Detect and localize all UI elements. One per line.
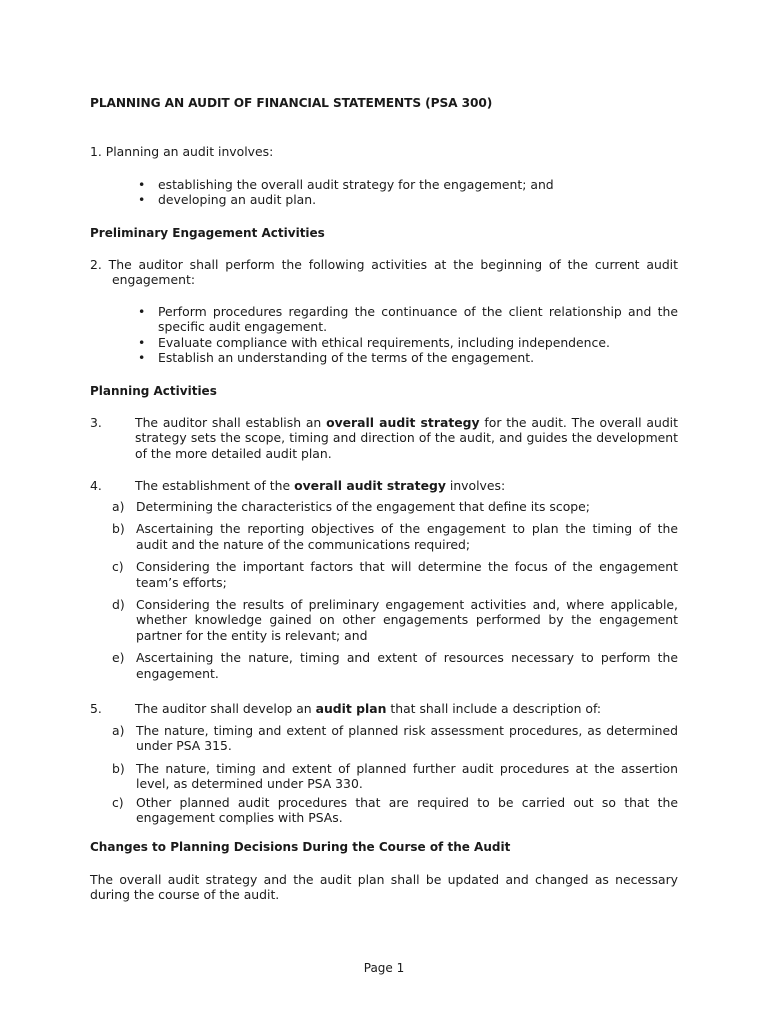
list-item: a) The nature, timing and extent of planned risk assessment procedures, as determined under PSA 315. xyxy=(112,723,678,754)
list-item: a) Determining the characteristics of the engagement that define its scope; xyxy=(112,499,590,514)
page-number: Page 1 xyxy=(363,961,405,975)
heading-preliminary: Preliminary Engagement Activities xyxy=(90,226,325,240)
list-item: • developing an audit plan. xyxy=(138,192,317,208)
paragraph-5: 5. The auditor shall develop an audit plan that shall include a description of: xyxy=(90,701,602,716)
list-item: • Evaluate compliance with ethical requirements, including independence. xyxy=(138,334,610,350)
bullet-icon: • xyxy=(138,350,146,366)
paragraph-4-list xyxy=(90,499,678,684)
list-item: c) Other planned audit procedures that are required to be carried out so that the engagement complies with PSAs. xyxy=(112,794,678,826)
paragraph-6: The overall audit strategy and the audit plan shall be updated and changed as necessary during the course of the audit. xyxy=(90,872,678,903)
list-item: • Establish an understanding of the terms of the engagement. xyxy=(138,350,535,366)
document-title: PLANNING AN AUDIT OF FINANCIAL STATEMENTS (PSA 300) xyxy=(90,96,493,110)
bullet-icon: • xyxy=(138,334,146,350)
list-item: b) The nature, timing and extent of planned further audit procedures at the assertion level, as determined under PSA 330. xyxy=(112,760,678,792)
heading-changes: Changes to Planning Decisions During the Course of the Audit xyxy=(90,840,511,854)
bullet-icon: • xyxy=(138,177,146,192)
paragraph-2-bullets xyxy=(90,304,678,366)
bullet-icon: • xyxy=(138,304,146,319)
paragraph-3: 3. The auditor shall establish an overall audit strategy for the audit. The overall audit strategy sets the scope, timing and direction of the audit, and guides the development of the more detailed audit plan. xyxy=(90,415,678,461)
list-item: • Perform procedures regarding the continuance of the client relationship and the specific audit engagement. xyxy=(138,304,678,335)
list-item: • establishing the overall audit strategy for the engagement; and xyxy=(138,177,554,192)
heading-planning: Planning Activities xyxy=(90,384,217,398)
list-item: c) Considering the important factors that will determine the focus of the engagement team’s efforts; xyxy=(112,559,678,590)
paragraph-4: 4. The establishment of the overall audit strategy involves: xyxy=(90,478,506,493)
paragraph-5-list xyxy=(90,723,678,828)
list-item: d) Considering the results of preliminary engagement activities and, where applicable, whether knowledge gained on other engagements performed by the engagement partner for the entity is relevant; and xyxy=(112,597,678,643)
list-item: e) Ascertaining the nature, timing and extent of resources necessary to perform the engagement. xyxy=(112,650,678,681)
paragraph-1: 1. Planning an audit involves: xyxy=(90,144,274,159)
bullet-icon: • xyxy=(138,192,146,208)
list-item: b) Ascertaining the reporting objectives of the engagement to plan the timing of the audit and the nature of the communications required; xyxy=(112,521,678,552)
paragraph-1-bullets xyxy=(90,177,678,208)
paragraph-2: 2. The auditor shall perform the following activities at the beginning of the current audit engagement: xyxy=(90,257,678,288)
